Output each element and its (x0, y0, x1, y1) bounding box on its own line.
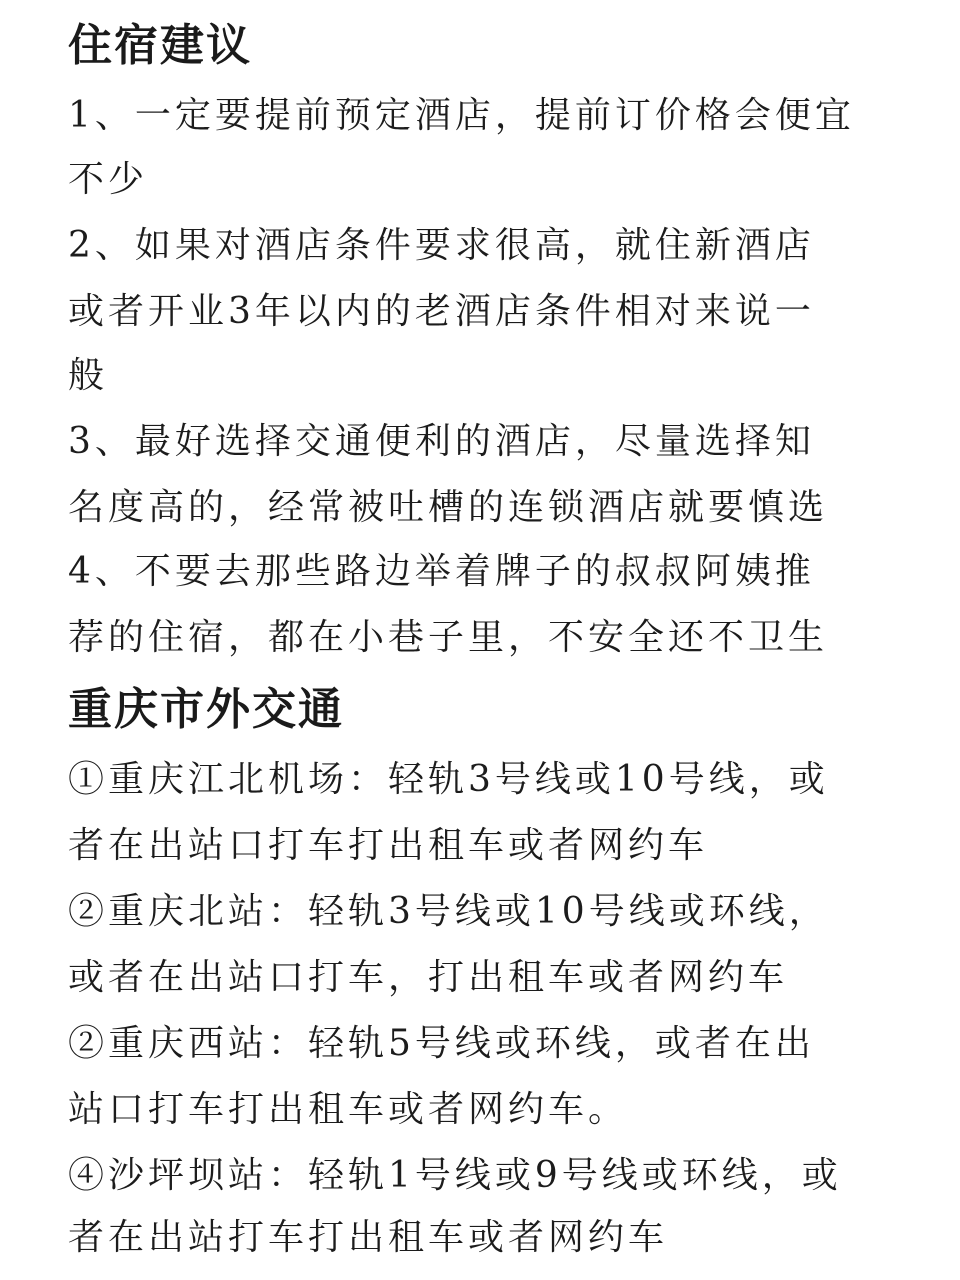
transport-line: ②重庆北站：轻轨3号线或10号线或环线， (68, 891, 829, 932)
accommodation-line: 2、如果对酒店条件要求很高，就住新酒店 (68, 225, 815, 266)
transport-line: 者在出站口打车打出租车或者网约车 (68, 825, 709, 866)
section-title-accommodation: 住宿建议 (68, 20, 252, 71)
accommodation-line: 荐的住宿，都在小巷子里，不安全还不卫生 (68, 617, 829, 658)
transport-line: 站口打车打出租车或者网约车。 (68, 1089, 629, 1130)
accommodation-line: 不少 (68, 159, 149, 200)
accommodation-line: 般 (68, 355, 109, 396)
accommodation-line: 1、一定要提前预定酒店，提前订价格会便宜 (68, 95, 855, 136)
accommodation-line: 名度高的，经常被吐槽的连锁酒店就要慎选 (68, 487, 829, 528)
accommodation-line: 或者开业3年以内的老酒店条件相对来说一 (68, 291, 815, 332)
transport-line: ④沙坪坝站：轻轨1号线或9号线或环线，或 (68, 1155, 842, 1196)
accommodation-line: 4、不要去那些路边举着牌子的叔叔阿姨推 (68, 551, 815, 592)
transport-line: 或者在出站口打车，打出租车或者网约车 (68, 957, 789, 998)
transport-line: ②重庆西站：轻轨5号线或环线，或者在出 (68, 1023, 815, 1064)
transport-line: ①重庆江北机场：轻轨3号线或10号线，或 (68, 759, 829, 800)
section-title-external-transport: 重庆市外交通 (68, 684, 344, 735)
accommodation-line: 3、最好选择交通便利的酒店，尽量选择知 (68, 421, 815, 462)
transport-line: 者在出站打车打出租车或者网约车 (68, 1217, 669, 1258)
